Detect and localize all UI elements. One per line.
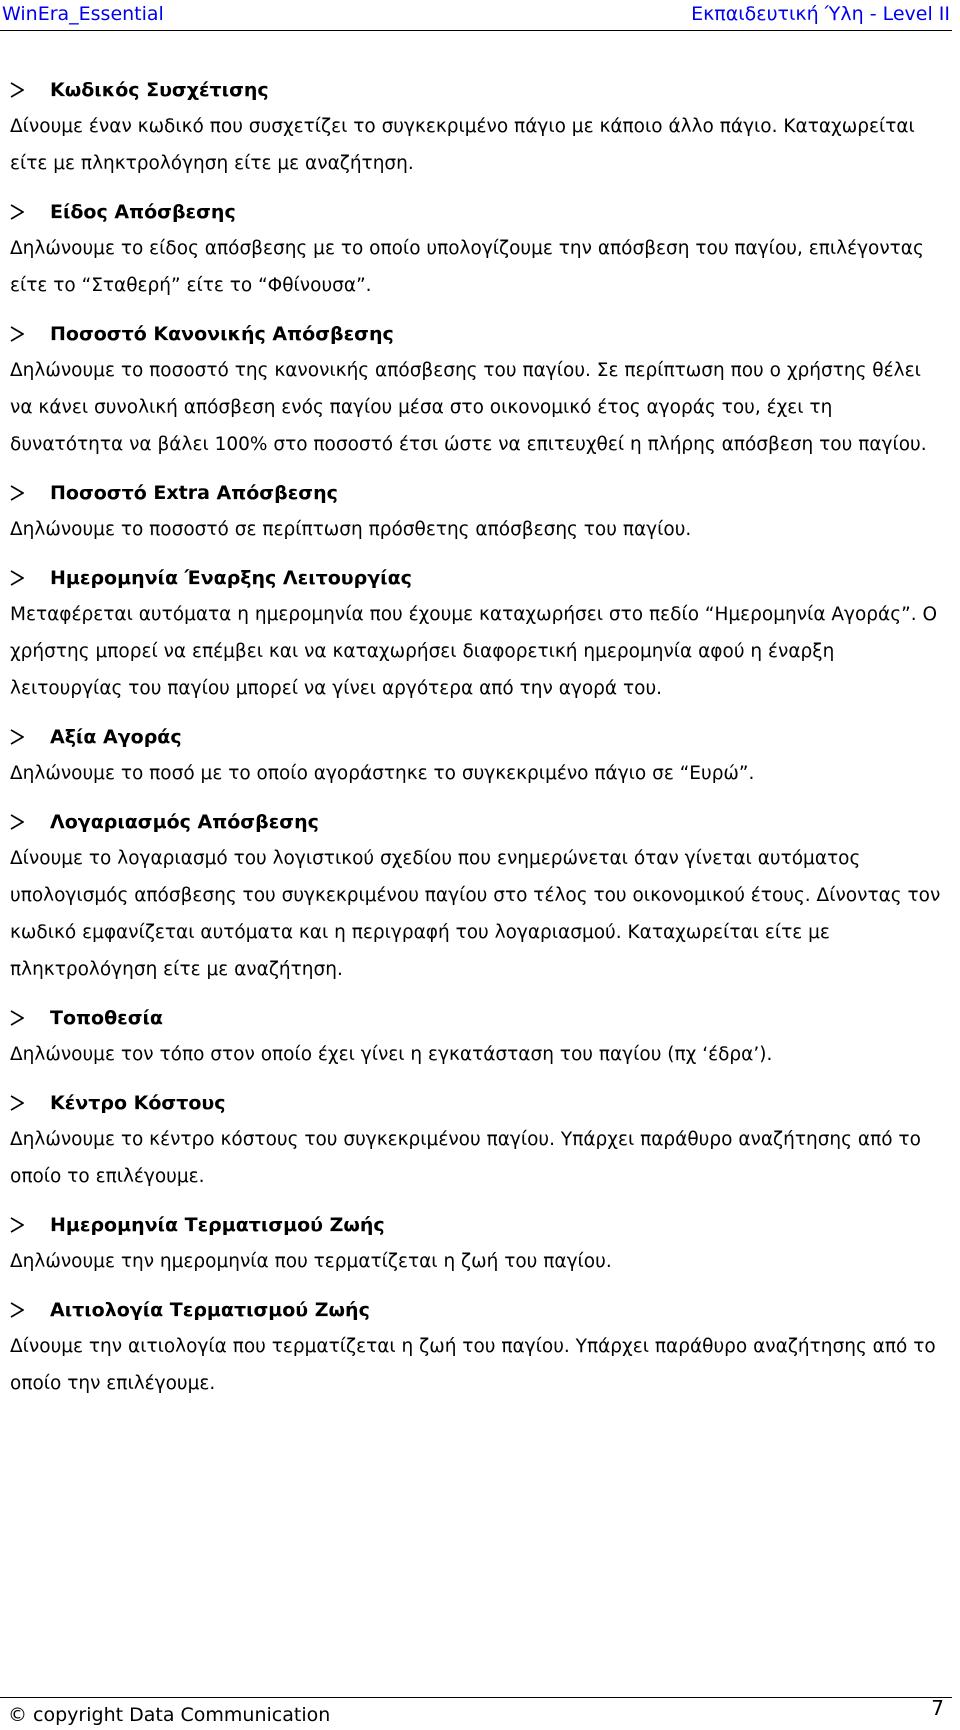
arrowhead-bullet-icon bbox=[10, 1207, 30, 1243]
section-title: Ημερομηνία Έναρξης Λειτουργίας bbox=[50, 567, 412, 589]
section-heading-location bbox=[10, 1000, 945, 1036]
section-title: Κωδικός Συσχέτισης bbox=[50, 79, 269, 101]
arrowhead-bullet-icon bbox=[10, 1085, 30, 1121]
arrowhead-bullet-icon bbox=[10, 194, 30, 230]
page-header bbox=[0, 0, 952, 31]
section-heading-correlation-code bbox=[10, 72, 945, 108]
section-heading-cost-center bbox=[10, 1085, 945, 1121]
arrowhead-bullet-icon bbox=[10, 316, 30, 352]
section-title: Ημερομηνία Τερματισμού Ζωής bbox=[50, 1214, 385, 1236]
page-footer bbox=[0, 1697, 952, 1730]
section-title: Κέντρο Κόστους bbox=[50, 1092, 226, 1114]
section-title: Είδος Απόσβεσης bbox=[50, 201, 236, 223]
header-app-title: WinEra_Essential bbox=[2, 3, 164, 25]
section-title: Ποσοστό Extra Απόσβεσης bbox=[50, 482, 338, 504]
arrowhead-bullet-icon bbox=[10, 804, 30, 840]
section-description: Δηλώνουμε το είδος απόσβεσης με το οποίο υπολογίζουμε την απόσβεση του παγίου, επιλέγοντας είτε το “Σταθερή” είτε το “Φθίνουσα”. bbox=[10, 238, 924, 296]
section-title: Τοποθεσία bbox=[50, 1007, 163, 1029]
document-body bbox=[10, 72, 945, 1414]
footer-copyright: © copyright Data Communication bbox=[8, 1704, 331, 1726]
section-heading-purchase-value bbox=[10, 719, 945, 755]
arrowhead-bullet-icon bbox=[10, 719, 30, 755]
arrowhead-bullet-icon bbox=[10, 560, 30, 596]
footer-page-number: 7 bbox=[931, 1696, 944, 1720]
arrowhead-bullet-icon bbox=[10, 1292, 30, 1328]
section-heading-depreciation-type bbox=[10, 194, 945, 230]
section-heading-operation-start-date bbox=[10, 560, 945, 596]
section-title: Αξία Αγοράς bbox=[50, 726, 182, 748]
section-description: Δίνουμε το λογαριασμό του λογιστικού σχεδίου που ενημερώνεται όταν γίνεται αυτόματος υπολογισμός απόσβεσης του συγκεκριμένου παγίου στο τέλος του οικονομικού έτους. Δίνοντας τον κωδικό εμφανίζεται αυτόματα και η περιγραφή του λογαριασμού. Καταχωρείται είτε με πληκτρολόγηση είτε με αναζήτηση. bbox=[10, 848, 941, 980]
section-heading-normal-depreciation-rate bbox=[10, 316, 945, 352]
section-description: Δηλώνουμε την ημερομηνία που τερματίζεται η ζωή του παγίου. bbox=[10, 1251, 612, 1272]
arrowhead-bullet-icon bbox=[10, 72, 30, 108]
section-description: Δηλώνουμε το κέντρο κόστους του συγκεκριμένου παγίου. Υπάρχει παράθυρο αναζήτησης από το οποίο το επιλέγουμε. bbox=[10, 1129, 921, 1187]
section-description: Δηλώνουμε το ποσοστό της κανονικής απόσβεσης του παγίου. Σε περίπτωση που ο χρήστης θέλει να κάνει συνολική απόσβεση ενός παγίου μέσα στο οικονομικό έτος αγοράς του, έχει τη δυνατότητα να βάλει 100% στο ποσοστό έτσι ώστε να επιτευχθεί η πλήρης απόσβεση του παγίου. bbox=[10, 360, 927, 455]
section-description: Δηλώνουμε το ποσοστό σε περίπτωση πρόσθετης απόσβεσης του παγίου. bbox=[10, 519, 692, 540]
arrowhead-bullet-icon bbox=[10, 475, 30, 511]
section-heading-end-of-life-date bbox=[10, 1207, 945, 1243]
section-title: Ποσοστό Κανονικής Απόσβεσης bbox=[50, 323, 394, 345]
arrowhead-bullet-icon bbox=[10, 1000, 30, 1036]
header-document-title: Εκπαιδευτική Ύλη - Level II bbox=[691, 3, 950, 25]
section-description: Δίνουμε την αιτιολογία που τερματίζεται η ζωή του παγίου. Υπάρχει παράθυρο αναζήτησης από το οποίο την επιλέγουμε. bbox=[10, 1336, 936, 1394]
section-title: Αιτιολογία Τερματισμού Ζωής bbox=[50, 1299, 370, 1321]
section-description: Δηλώνουμε τον τόπο στον οποίο έχει γίνει η εγκατάσταση του παγίου (πχ ‘έδρα’). bbox=[10, 1044, 773, 1065]
section-description: Δηλώνουμε το ποσό με το οποίο αγοράστηκε το συγκεκριμένο πάγιο σε “Ευρώ”. bbox=[10, 763, 755, 784]
section-heading-depreciation-account bbox=[10, 804, 945, 840]
section-title: Λογαριασμός Απόσβεσης bbox=[50, 811, 319, 833]
section-description: Δίνουμε έναν κωδικό που συσχετίζει το συγκεκριμένο πάγιο με κάποιο άλλο πάγιο. Καταχωρείται είτε με πληκτρολόγηση είτε με αναζήτηση. bbox=[10, 116, 915, 174]
section-heading-end-of-life-reason bbox=[10, 1292, 945, 1328]
section-description: Μεταφέρεται αυτόματα η ημερομηνία που έχουμε καταχωρήσει στο πεδίο “Ημερομηνία Αγοράς”. Ο χρήστης μπορεί να επέμβει και να καταχωρήσει διαφορετική ημερομηνία αφού η έναρξη λειτουργίας του παγίου μπορεί να γίνει αργότερα από την αγορά του. bbox=[10, 604, 938, 699]
section-heading-extra-depreciation-rate bbox=[10, 475, 945, 511]
